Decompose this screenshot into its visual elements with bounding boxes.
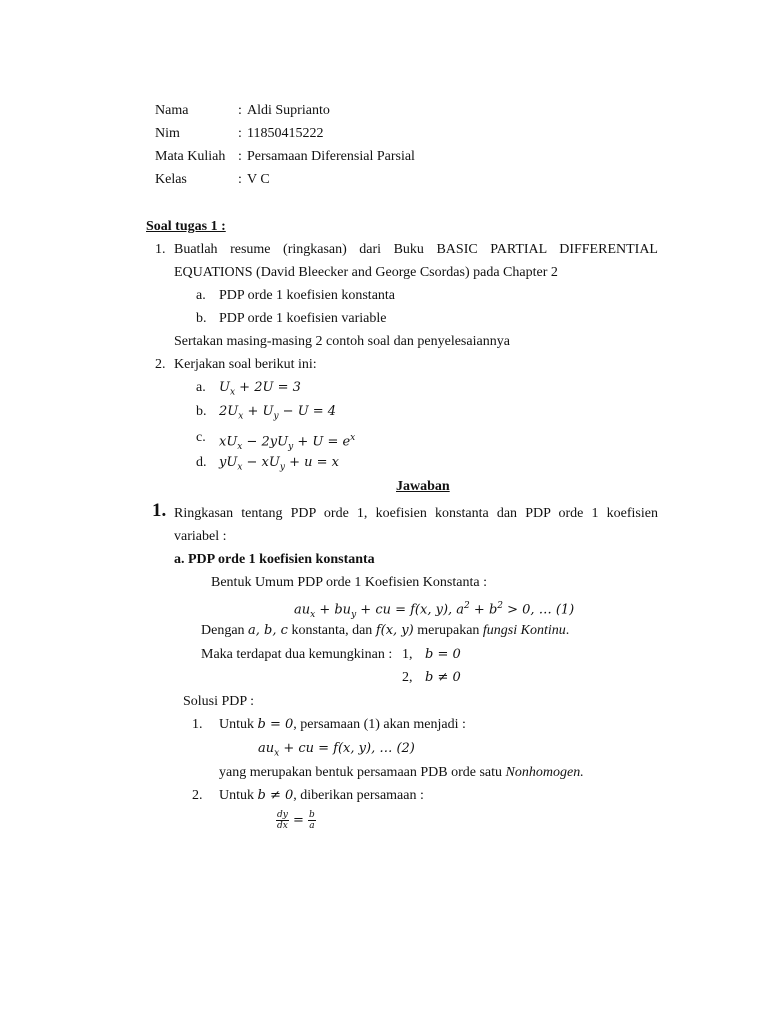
sep-mata-kuliah: : [238,149,242,164]
q1-item-b-text: PDP orde 1 koefisien variable [219,311,387,326]
case-1-number: 1, [402,647,413,662]
label-nim: Nim [155,126,180,141]
sep-kelas: : [238,172,242,187]
jawaban-intro-line-2: variabel : [174,529,227,544]
label-kelas: Kelas [155,172,187,187]
case-2-number: 2, [402,670,413,685]
maka-text: Maka terdapat dua kemungkinan : [201,647,393,662]
jawaban-heading: Jawaban [396,479,450,494]
solusi-heading: Solusi PDP : [183,694,255,709]
dengan-pre: Dengan [201,623,249,638]
q2-item-a-letter: a. [196,380,206,395]
q1-item-a-letter: a. [196,288,206,303]
dy-dx-equation: $\frac{dy}{dx}$ = $\frac{b}{a}$ [277,810,315,831]
q2-equation-d: $yU_x - xU_y + u = x$ [219,455,339,473]
q2-equation-a: $U_x + 2U = 3$ [219,380,301,398]
value-kelas: V C [247,172,270,187]
dy-dx-fraction: $\frac{dy}{dx}$ [277,810,288,831]
sep-nama: : [238,103,242,118]
value-nama: Aldi Suprianto [247,103,330,118]
solusi-2-condition: b ≠ 0 [257,788,294,803]
dengan-mid: konstanta, dan [287,623,376,638]
label-nama: Nama [155,103,189,118]
solusi-1-number: 1. [192,717,203,732]
q2-number: 2. [155,357,166,372]
q2-item-b-letter: b. [196,404,207,419]
jawaban-intro-line-1: Ringkasan tentang PDP orde 1, koefisien konstanta dan PDP orde 1 koefisien [174,506,658,521]
q2-equation-c: $xU_x - 2yU_y + U = e^x$ [219,433,356,452]
q1-line-2: EQUATIONS (David Bleecker and George Csordas) pada Chapter 2 [174,265,558,280]
solusi-2-post: , diberikan persamaan : [293,788,424,803]
q2-text: Kerjakan soal berikut ini: [174,357,317,372]
q1-line-1: Buatlah resume (ringkasan) dari Buku BASIC PARTIAL DIFFERENTIAL [174,242,658,257]
q1-item-a-text: PDP orde 1 koefisien konstanta [219,288,396,303]
sep-nim: : [238,126,242,141]
q2-item-d-letter: d. [196,455,207,470]
q1-item-b-letter: b. [196,311,207,326]
bentuk-umum-text: Bentuk Umum PDP orde 1 Koefisien Konstanta : [211,575,487,590]
value-nim: 11850415222 [247,126,324,141]
label-mata-kuliah: Mata Kuliah [155,149,226,164]
solusi-1-post: , persamaan (1) akan menjadi : [293,717,466,732]
equation-2: $au_x$ + cu = f(x, y), … (2) [258,741,415,759]
soal-heading: Soal tugas 1 : [146,219,226,234]
nonhomogen-text: Nonhomogen. [505,765,584,780]
value-mata-kuliah: Persamaan Diferensial Parsial [247,149,415,164]
dengan-end: . [565,623,570,638]
case-1-math: b = 0 [425,647,461,662]
subheading-a: a. PDP orde 1 koefisien konstanta [174,552,375,567]
q1-number: 1. [155,242,166,257]
solusi-2-pre: Untuk [219,788,258,803]
solusi-1-condition: b = 0 [257,717,294,732]
solusi-1-desc-pre: yang merupakan bentuk persamaan PDB orde satu [219,765,506,780]
jawaban-number: 1. [152,500,167,521]
q2-equation-b: $2U_x + U_y - U = 4$ [219,404,337,422]
constants-math: a, b, c [248,623,288,638]
dengan-post: merupakan [413,623,483,638]
solusi-1-desc [219,764,584,782]
dengan-line [201,622,569,640]
q2-item-c-letter: c. [196,430,206,445]
general-equation: $au_x + bu_y$ + cu = f(x, y), $a^2 + b^2 > 0$, … (1) [294,601,575,620]
solusi-2-number: 2. [192,788,203,803]
solusi-1-pre: Untuk [219,717,258,732]
q1-note: Sertakan masing-masing 2 contoh soal dan penyelesaiannya [174,334,510,349]
solusi-2-line [219,787,424,805]
b-over-a-fraction: $\frac{b}{a}$ [309,810,315,831]
function-math: f(x, y) [375,623,414,638]
fungsi-kontinu: fungsi Kontinu [482,623,566,638]
case-2-math: b ≠ 0 [425,670,461,685]
solusi-1-line [219,716,466,734]
